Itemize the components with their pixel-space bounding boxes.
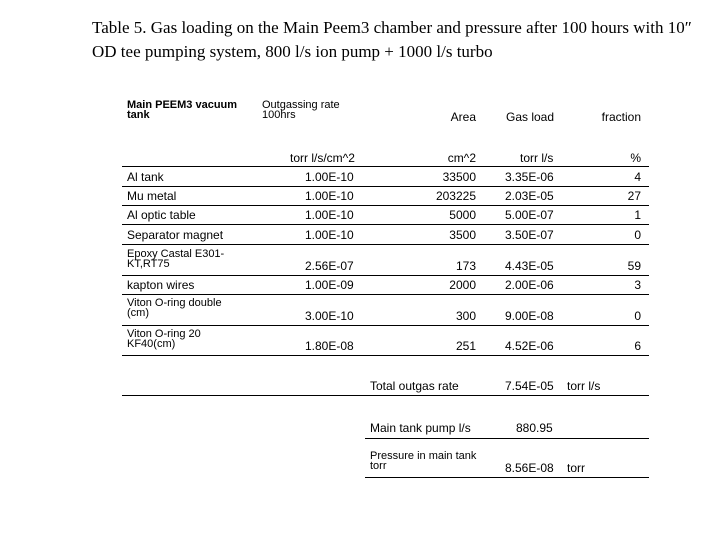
pressure-label: Pressure in main tank torr bbox=[370, 450, 477, 472]
row-gas-load: 2.03E-05 bbox=[505, 189, 554, 203]
unit-gas-load: torr l/s bbox=[520, 151, 554, 165]
rule bbox=[122, 166, 649, 167]
total-outgas-value: 7.54E-05 bbox=[505, 379, 554, 393]
rule bbox=[122, 275, 649, 276]
row-area: 203225 bbox=[435, 189, 476, 203]
row-rate: 1.00E-10 bbox=[305, 208, 354, 222]
row-fraction: 59 bbox=[627, 259, 641, 273]
row-name: Viton O-ring double (cm) bbox=[127, 297, 222, 319]
pressure-value: 8.56E-08 bbox=[505, 461, 554, 475]
row-name: Epoxy Castal E301-KT,RT75 bbox=[127, 248, 225, 270]
row-gas-load: 5.00E-07 bbox=[505, 208, 554, 222]
row-area: 300 bbox=[455, 309, 476, 323]
row-fraction: 27 bbox=[627, 189, 641, 203]
unit-rate: torr l/s/cm^2 bbox=[290, 151, 355, 165]
row-name: Al tank bbox=[127, 170, 164, 184]
rule bbox=[122, 186, 649, 187]
rule bbox=[122, 325, 649, 326]
row-name: Mu metal bbox=[127, 189, 177, 203]
row-gas-load: 2.00E-06 bbox=[505, 278, 554, 292]
row-rate: 2.56E-07 bbox=[305, 259, 354, 273]
header-vacuum-tank: Main PEEM3 vacuum tank bbox=[127, 99, 238, 121]
rule bbox=[122, 395, 649, 396]
header-area: Area bbox=[450, 110, 476, 124]
row-area: 5000 bbox=[449, 208, 476, 222]
row-gas-load: 3.35E-06 bbox=[505, 170, 554, 184]
rule bbox=[122, 224, 649, 225]
row-name: Al optic table bbox=[127, 208, 196, 222]
row-rate: 1.00E-10 bbox=[305, 228, 354, 242]
rule bbox=[122, 294, 649, 295]
row-name: Separator magnet bbox=[127, 228, 224, 242]
row-area: 251 bbox=[455, 339, 476, 353]
rule bbox=[365, 477, 649, 478]
row-gas-load: 4.43E-05 bbox=[505, 259, 554, 273]
row-fraction: 3 bbox=[634, 278, 641, 292]
total-outgas-label: Total outgas rate bbox=[370, 379, 459, 393]
row-name: kapton wires bbox=[127, 278, 195, 292]
rule bbox=[122, 244, 649, 245]
pump-speed-label: Main tank pump l/s bbox=[370, 421, 471, 435]
table-title: Table 5. Gas loading on the Main Peem3 chamber and pressure after 100 hours with 10″ OD tee pumping system, 800 l/s ion pump + 1000 l/s turbo bbox=[92, 18, 692, 61]
row-rate: 1.80E-08 bbox=[305, 339, 354, 353]
row-name: Viton O-ring 20 KF40(cm) bbox=[127, 328, 201, 350]
row-gas-load: 9.00E-08 bbox=[505, 309, 554, 323]
row-rate: 3.00E-10 bbox=[305, 309, 354, 323]
row-fraction: 4 bbox=[634, 170, 641, 184]
pressure-unit: torr bbox=[567, 461, 585, 475]
row-area: 173 bbox=[455, 259, 476, 273]
row-gas-load: 3.50E-07 bbox=[505, 228, 554, 242]
row-fraction: 0 bbox=[634, 309, 641, 323]
unit-area: cm^2 bbox=[447, 151, 476, 165]
row-rate: 1.00E-10 bbox=[305, 170, 354, 184]
row-gas-load: 4.52E-06 bbox=[505, 339, 554, 353]
row-rate: 1.00E-09 bbox=[305, 278, 354, 292]
pump-speed-value: 880.95 bbox=[516, 421, 553, 435]
row-fraction: 0 bbox=[634, 228, 641, 242]
header-outgassing-rate: Outgassing rate 100hrs bbox=[262, 99, 340, 121]
row-area: 33500 bbox=[442, 170, 476, 184]
row-fraction: 1 bbox=[634, 208, 641, 222]
row-area: 2000 bbox=[449, 278, 476, 292]
header-gas-load: Gas load bbox=[506, 110, 555, 124]
total-outgas-unit: torr l/s bbox=[567, 379, 601, 393]
rule bbox=[122, 355, 649, 356]
rule bbox=[365, 438, 649, 439]
row-area: 3500 bbox=[449, 228, 476, 242]
row-rate: 1.00E-10 bbox=[305, 189, 354, 203]
unit-fraction: % bbox=[630, 151, 641, 165]
row-fraction: 6 bbox=[634, 339, 641, 353]
rule bbox=[122, 205, 649, 206]
header-fraction: fraction bbox=[601, 110, 641, 124]
